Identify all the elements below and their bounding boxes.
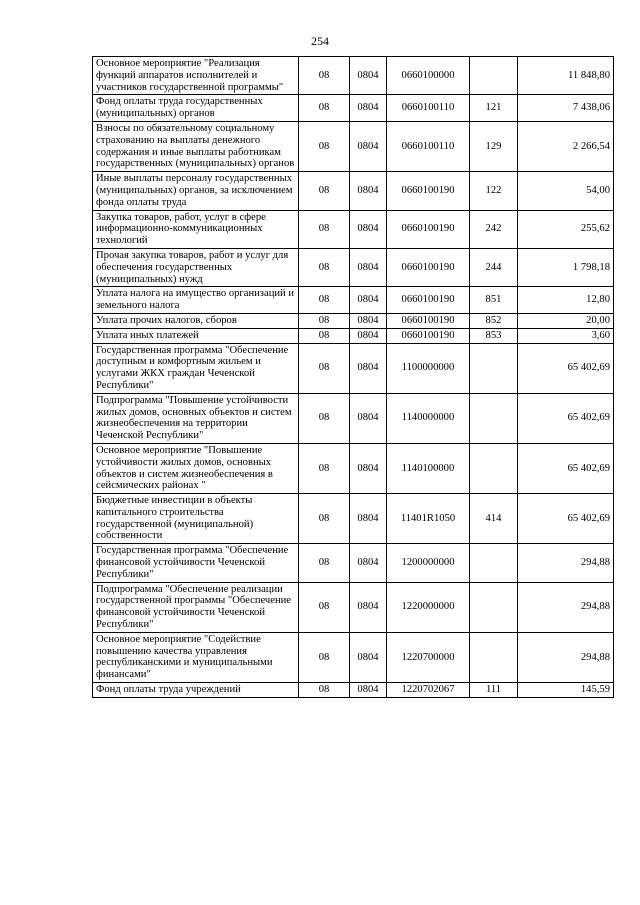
section-code: 08 [299, 328, 350, 343]
row-name: Уплата налога на имущество организаций и земельного налога [93, 287, 299, 314]
subsection-code: 0804 [350, 95, 387, 122]
target-article-code: 0660100190 [387, 248, 470, 286]
subsection-code: 0804 [350, 313, 387, 328]
section-code: 08 [299, 172, 350, 210]
table-row [93, 443, 614, 493]
amount: 145,59 [518, 683, 614, 698]
amount: 54,00 [518, 172, 614, 210]
table-row [93, 287, 614, 314]
subsection-code: 0804 [350, 287, 387, 314]
section-code: 08 [299, 95, 350, 122]
target-article-code: 1200000000 [387, 544, 470, 582]
subsection-code: 0804 [350, 443, 387, 493]
table-row [93, 313, 614, 328]
amount: 65 402,69 [518, 393, 614, 443]
table-row [93, 248, 614, 286]
row-name: Фонд оплаты труда учреждений [93, 683, 299, 698]
subsection-code: 0804 [350, 172, 387, 210]
amount: 294,88 [518, 632, 614, 682]
target-article-code: 1140000000 [387, 393, 470, 443]
expense-type-code: 853 [470, 328, 518, 343]
target-article-code: 0660100190 [387, 287, 470, 314]
target-article-code: 0660100000 [387, 57, 470, 95]
target-article-code: 1140100000 [387, 443, 470, 493]
row-name: Государственная программа "Обеспечение доступным и комфортным жильем и услугами ЖКХ граждан Чеченской Республики" [93, 343, 299, 393]
table-row [93, 121, 614, 171]
target-article-code: 1220000000 [387, 582, 470, 632]
subsection-code: 0804 [350, 494, 387, 544]
table-row [93, 57, 614, 95]
subsection-code: 0804 [350, 210, 387, 248]
table-row [93, 582, 614, 632]
subsection-code: 0804 [350, 544, 387, 582]
expense-type-code: 244 [470, 248, 518, 286]
target-article-code: 1220700000 [387, 632, 470, 682]
section-code: 08 [299, 287, 350, 314]
amount: 11 848,80 [518, 57, 614, 95]
amount: 7 438,06 [518, 95, 614, 122]
row-name: Взносы по обязательному социальному страхованию на выплаты денежного содержания и иные выплаты работникам государственных (муниципальных) органов [93, 121, 299, 171]
row-name: Подпрограмма "Обеспечение реализации государственной программы "Обеспечение финансовой устойчивости Чеченской Республики" [93, 582, 299, 632]
row-name: Закупка товаров, работ, услуг в сфере информационно-коммуникационных технологий [93, 210, 299, 248]
amount: 65 402,69 [518, 443, 614, 493]
section-code: 08 [299, 313, 350, 328]
row-name: Иные выплаты персоналу государственных (муниципальных) органов, за исключением фонда оплаты труда [93, 172, 299, 210]
row-name: Основное мероприятие "Содействие повышению качества управления республиканскими и муниципальными финансами" [93, 632, 299, 682]
subsection-code: 0804 [350, 248, 387, 286]
table-row [93, 328, 614, 343]
section-code: 08 [299, 544, 350, 582]
subsection-code: 0804 [350, 57, 387, 95]
section-code: 08 [299, 121, 350, 171]
page-number: 254 [311, 34, 329, 48]
expense-type-code [470, 443, 518, 493]
table-row [93, 210, 614, 248]
expense-type-code [470, 544, 518, 582]
amount: 20,00 [518, 313, 614, 328]
section-code: 08 [299, 393, 350, 443]
target-article-code: 0660100190 [387, 210, 470, 248]
expense-type-code [470, 582, 518, 632]
row-name: Фонд оплаты труда государственных (муниципальных) органов [93, 95, 299, 122]
target-article-code: 0660100190 [387, 328, 470, 343]
table-row [93, 683, 614, 698]
amount: 1 798,18 [518, 248, 614, 286]
target-article-code: 11401R1050 [387, 494, 470, 544]
target-article-code: 0660100190 [387, 172, 470, 210]
row-name: Бюджетные инвестиции в объекты капитального строительства государственной (муниципальной) собственности [93, 494, 299, 544]
table-row [93, 95, 614, 122]
subsection-code: 0804 [350, 343, 387, 393]
subsection-code: 0804 [350, 632, 387, 682]
expense-type-code: 122 [470, 172, 518, 210]
row-name: Государственная программа "Обеспечение финансовой устойчивости Чеченской Республики" [93, 544, 299, 582]
expense-type-code [470, 57, 518, 95]
subsection-code: 0804 [350, 582, 387, 632]
amount: 65 402,69 [518, 343, 614, 393]
table-row [93, 544, 614, 582]
row-name: Прочая закупка товаров, работ и услуг для обеспечения государственных (муниципальных) нужд [93, 248, 299, 286]
budget-table [92, 56, 614, 698]
section-code: 08 [299, 248, 350, 286]
target-article-code: 0660100110 [387, 121, 470, 171]
section-code: 08 [299, 582, 350, 632]
expense-type-code: 852 [470, 313, 518, 328]
table-row [93, 343, 614, 393]
target-article-code: 0660100110 [387, 95, 470, 122]
amount: 255,62 [518, 210, 614, 248]
table-row [93, 632, 614, 682]
amount: 294,88 [518, 582, 614, 632]
target-article-code: 1220702067 [387, 683, 470, 698]
expense-type-code: 414 [470, 494, 518, 544]
row-name: Уплата прочих налогов, сборов [93, 313, 299, 328]
subsection-code: 0804 [350, 683, 387, 698]
expense-type-code: 851 [470, 287, 518, 314]
row-name: Уплата иных платежей [93, 328, 299, 343]
subsection-code: 0804 [350, 121, 387, 171]
section-code: 08 [299, 343, 350, 393]
target-article-code: 1100000000 [387, 343, 470, 393]
section-code: 08 [299, 683, 350, 698]
expense-type-code: 242 [470, 210, 518, 248]
expense-type-code: 129 [470, 121, 518, 171]
table-row [93, 494, 614, 544]
expense-type-code [470, 343, 518, 393]
amount: 2 266,54 [518, 121, 614, 171]
section-code: 08 [299, 443, 350, 493]
expense-type-code: 121 [470, 95, 518, 122]
table-row [93, 172, 614, 210]
table-row [93, 393, 614, 443]
amount: 3,60 [518, 328, 614, 343]
row-name: Основное мероприятие "Реализация функций аппаратов исполнителей и участников государственной программы" [93, 57, 299, 95]
section-code: 08 [299, 57, 350, 95]
expense-type-code [470, 393, 518, 443]
expense-type-code [470, 632, 518, 682]
amount: 65 402,69 [518, 494, 614, 544]
section-code: 08 [299, 494, 350, 544]
section-code: 08 [299, 210, 350, 248]
row-name: Подпрограмма "Повышение устойчивости жилых домов, основных объектов и систем жизнеобеспечения на территории Чеченской Республики" [93, 393, 299, 443]
row-name: Основное мероприятие "Повышение устойчивости жилых домов, основных объектов и систем жизнеобеспечения в сейсмических районах " [93, 443, 299, 493]
amount: 294,88 [518, 544, 614, 582]
section-code: 08 [299, 632, 350, 682]
expense-type-code: 111 [470, 683, 518, 698]
subsection-code: 0804 [350, 328, 387, 343]
amount: 12,80 [518, 287, 614, 314]
target-article-code: 0660100190 [387, 313, 470, 328]
subsection-code: 0804 [350, 393, 387, 443]
